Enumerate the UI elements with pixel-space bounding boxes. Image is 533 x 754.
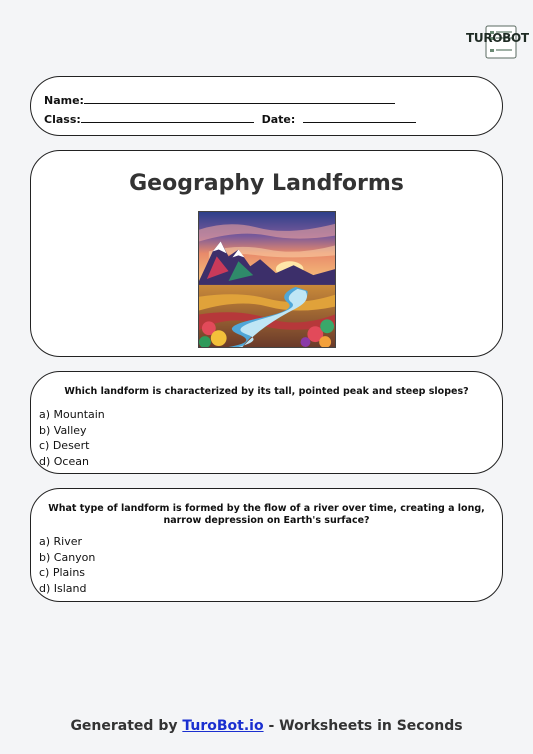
student-info-card: [30, 76, 503, 136]
landscape-illustration: [198, 211, 336, 348]
date-label: Date:: [261, 113, 296, 126]
option-c[interactable]: c) Plains: [39, 566, 86, 579]
option-a[interactable]: a) River: [39, 535, 83, 548]
footer-prefix: Generated by: [70, 718, 178, 734]
footer: [0, 718, 533, 734]
option-a[interactable]: a) Mountain: [39, 408, 105, 421]
class-date-row: [44, 113, 416, 126]
option-d[interactable]: d) Island: [39, 581, 87, 595]
option-b[interactable]: b) Canyon: [39, 550, 96, 564]
worksheet-title: Geography Landforms: [129, 171, 404, 196]
option-d[interactable]: d) Ocean: [39, 454, 89, 468]
question-card-1: [30, 371, 503, 474]
question-2-prompt: What type of landform is formed by the flow of a river over time, creating a long, narrow depression on Earth's surface?: [48, 503, 485, 526]
turobot-link[interactable]: TuroBot.io: [182, 718, 264, 734]
logo-text: TUROBOT: [466, 31, 529, 45]
class-label: Class:: [44, 113, 81, 126]
question-1-options: [39, 407, 105, 469]
option-b[interactable]: b) Valley: [39, 423, 87, 437]
question-1-prompt: Which landform is characterized by its tall, pointed peak and steep slopes?: [64, 386, 469, 397]
question-2-options: [39, 534, 95, 596]
class-blank[interactable]: [81, 113, 254, 123]
footer-suffix: - Worksheets in Seconds: [268, 718, 463, 734]
date-blank[interactable]: [303, 113, 416, 123]
option-c[interactable]: c) Desert: [39, 439, 90, 452]
name-label: Name:: [44, 94, 84, 107]
question-card-2: [30, 488, 503, 602]
title-card: [30, 150, 503, 357]
name-blank[interactable]: [84, 94, 395, 104]
name-row: [44, 94, 395, 107]
